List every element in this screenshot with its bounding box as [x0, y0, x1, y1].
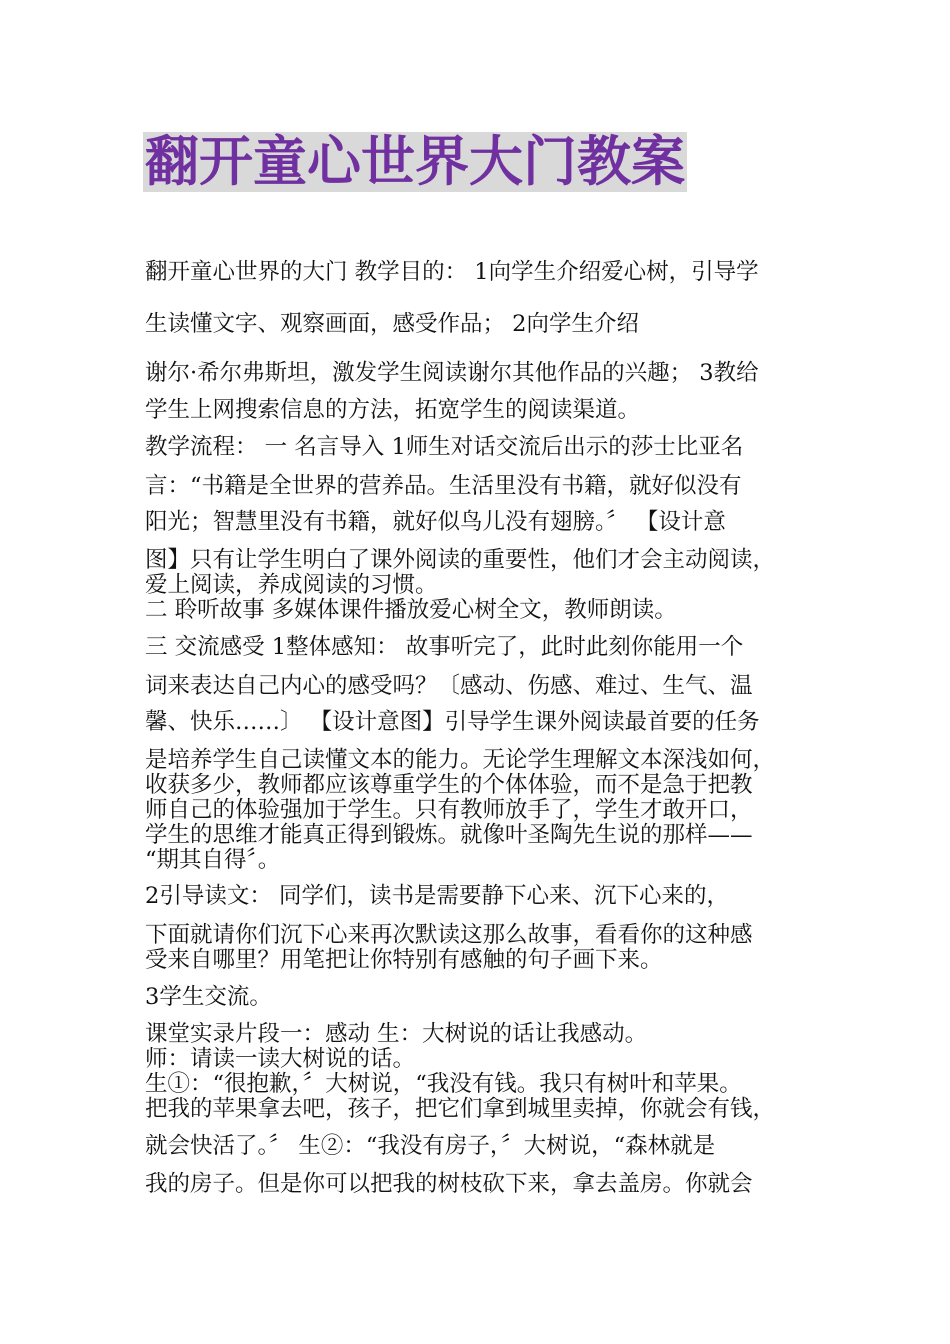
- body-line: 2引导读文： 同学们，读书是需要静下心来、沉下心来的，: [145, 883, 729, 909]
- body-line: 生读懂文字、观察画面，感受作品； 2向学生介绍: [145, 311, 639, 337]
- body-line: 把我的苹果拿去吧，孩子，把它们拿到城里卖掉，你就会有钱，: [145, 1096, 776, 1122]
- body-line: 师自己的体验强加于学生。只有教师放手了，学生才敢开口，: [145, 797, 753, 823]
- body-line: 教学流程： 一 名言导入 1师生对话交流后出示的莎士比亚名: [145, 434, 744, 460]
- body-line: 爱上阅读，养成阅读的习惯。: [145, 572, 438, 598]
- body-line: “期其自得〞。: [145, 847, 281, 873]
- body-line: 学生的思维才能真正得到锻炼。就像叶圣陶先生说的那样——: [145, 822, 753, 848]
- body-line: 学生上网搜索信息的方法，拓宽学生的阅读渠道。: [145, 397, 641, 423]
- body-line: 阳光；智慧里没有书籍，就好似鸟儿没有翅膀。〞 【设计意: [145, 509, 726, 535]
- body-line: 谢尔·希尔弗斯坦，激发学生阅读谢尔其他作品的兴趣； 3教给: [145, 360, 759, 386]
- body-line: 3学生交流。: [145, 984, 272, 1010]
- document-title: 翻开童心世界大门教案: [145, 130, 685, 193]
- body-line: 二 聆听故事 多媒体课件播放爱心树全文，教师朗读。: [145, 597, 677, 623]
- body-line: 生①：“很抱歉，〞大树说，“我没有钱。我只有树叶和苹果。: [145, 1071, 742, 1097]
- body-line: 课堂实录片段一：感动 生：大树说的话让我感动。: [145, 1021, 648, 1047]
- body-line: 图】只有让学生明白了课外阅读的重要性，他们才会主动阅读，: [145, 547, 776, 573]
- body-line: 翻开童心世界的大门 教学目的： 1向学生介绍爱心树，引导学: [145, 259, 759, 285]
- body-line: 收获多少，教师都应该尊重学生的个体体验，而不是急于把教: [145, 772, 753, 798]
- body-line: 是培养学生自己读懂文本的能力。无论学生理解文本深浅如何，: [145, 747, 776, 773]
- body-line: 受来自哪里？用笔把让你特别有感触的句子画下来。: [145, 947, 663, 973]
- body-line: 下面就请你们沉下心来再次默读这那么故事，看看你的这种感: [145, 922, 753, 948]
- body-line: 我的房子。但是你可以把我的树枝砍下来，拿去盖房。你就会: [145, 1171, 753, 1197]
- body-line: 就会快活了。〞 生②：“我没有房子，〞大树说，“森林就是: [145, 1133, 716, 1159]
- body-line: 言：“书籍是全世界的营养品。生活里没有书籍，就好似没有: [145, 473, 742, 499]
- body-line: 馨、快乐……〕 【设计意图】引导学生课外阅读最首要的任务: [145, 709, 760, 735]
- body-line: 三 交流感受 1整体感知： 故事听完了，此时此刻你能用一个: [145, 634, 744, 660]
- body-line: 词来表达自己内心的感受吗？〔感动、伤感、难过、生气、温: [145, 673, 753, 699]
- body-line: 师：请读一读大树说的话。: [145, 1046, 416, 1072]
